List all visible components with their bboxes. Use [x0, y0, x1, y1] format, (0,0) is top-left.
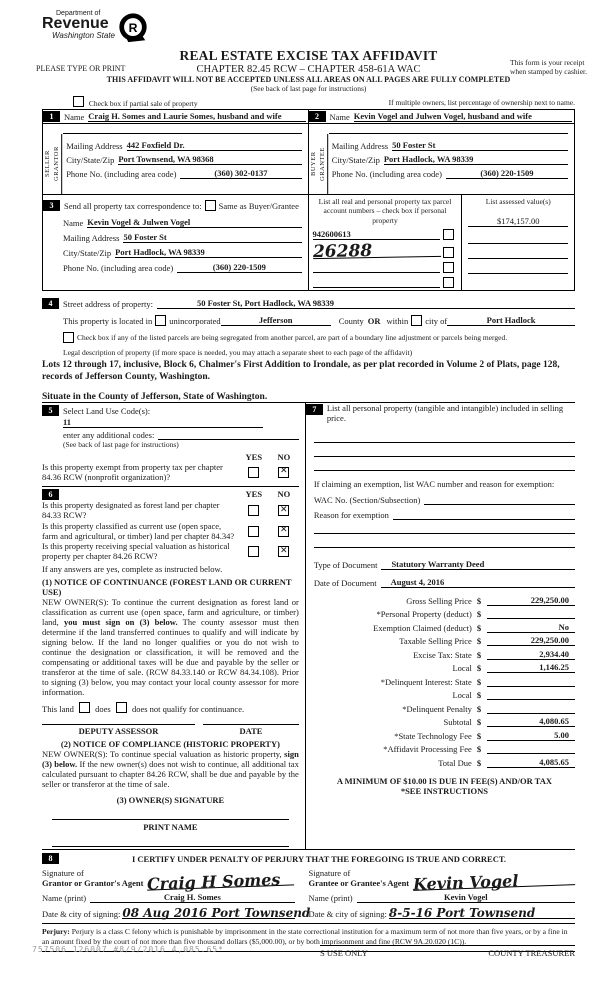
- parties-box: [42, 109, 575, 194]
- chapter-line: CHAPTER 82.45 RCW – CHAPTER 458-61A WAC: [196, 64, 421, 75]
- seller-mailing-label: Mailing Address: [66, 141, 123, 151]
- reason-label: Reason for exemption: [313, 510, 389, 521]
- yes-no-header-5: YES NO: [245, 451, 291, 462]
- additional-codes-label: enter any additional codes:: [63, 429, 155, 440]
- see-instructions-note: *SEE INSTRUCTIONS: [400, 785, 488, 796]
- corr-phone-field[interactable]: (360) 220-1509: [177, 262, 301, 273]
- wac-label: WAC No. (Section/Subsection): [313, 495, 421, 506]
- doc-type-label: Type of Document: [313, 560, 378, 571]
- right-column: [306, 403, 575, 849]
- forest-yes-checkbox[interactable]: [248, 505, 259, 516]
- section-4-number: 4: [42, 298, 59, 309]
- parcel-personal-checkbox-1[interactable]: [443, 229, 454, 240]
- money-row: Subtotal $ 4,080.65: [314, 714, 575, 728]
- parcel-field-1[interactable]: 942600613: [313, 229, 441, 240]
- situate-line: Situate in the County of Jefferson, State of Washington.: [42, 391, 268, 402]
- land-use-field[interactable]: 11: [63, 417, 263, 428]
- notice-continuance-body: NEW OWNER(S): To continue the current designation as forest land or classification as current use (open space, farm and agriculture, or timber) land, you must sign on (3) below. The county assessor must then determine if the land transferred continues to qualify and will indicate by signing below. If the land no longer qualifies or you do not wish to continue the designation or classification, it will be removed and the compensating or additional taxes will be due and payable by the seller or transferor at the time of sale. (RCW 84.33.140 or RCW 84.34.108). Prior to signing (3) below, you may contact your local county assessor for more information.: [42, 596, 299, 698]
- doc-date-field[interactable]: August 4, 2016: [381, 577, 575, 588]
- total-due-field[interactable]: 4,085.65: [487, 757, 575, 768]
- current-use-yes-checkbox[interactable]: [248, 526, 259, 537]
- county-field[interactable]: Jefferson: [221, 315, 331, 326]
- excise-tax-state-field[interactable]: 2,934.40: [487, 649, 575, 660]
- parcel-personal-checkbox-2[interactable]: [443, 247, 454, 258]
- or-word: OR: [367, 316, 381, 327]
- correspondence-section: [42, 194, 575, 291]
- print-name-label: PRINT NAME: [143, 822, 198, 833]
- same-as-buyer-checkbox[interactable]: [205, 200, 216, 211]
- seller-section: [43, 110, 309, 194]
- assessed-field-1[interactable]: $174,157.00: [468, 216, 568, 227]
- city-of-checkbox[interactable]: [411, 315, 422, 326]
- located-in-label: This property is located in: [63, 316, 153, 327]
- section-7-number: 7: [306, 404, 323, 415]
- section-2-number: 2: [309, 111, 326, 122]
- buyer-grantee-vertical-label: BUYER GRANTEE: [309, 134, 328, 194]
- grantor-date-city-label: Date & city of signing:: [42, 908, 121, 919]
- grantor-signature-field[interactable]: Craig H Somes: [147, 875, 294, 891]
- partial-sale-checkbox[interactable]: [73, 96, 84, 107]
- seller-city-field[interactable]: Port Townsend, WA 98368: [118, 154, 301, 165]
- historical-question: Is this property receiving special valuation as historical property per chapter 84.26 RCW?: [42, 541, 230, 562]
- wac-field[interactable]: [424, 504, 575, 505]
- perjury-note: Perjury: Perjury is a class C felony which is punishable by imprisonment in the state correctional institution for a maximum term of not more than five years, or by a fine in an amount fixed by the court of not more than five thousand dollars ($5,000.00), or by both imprisonment and fine (RCW 9A.20.020 (1C)).: [42, 924, 575, 952]
- please-type-or-print: PLEASE TYPE OR PRINT: [36, 64, 126, 73]
- money-row: *Personal Property (deduct) $: [314, 606, 575, 620]
- doc-type-field[interactable]: Statutory Warranty Deed: [381, 559, 575, 570]
- county-word: County: [338, 316, 364, 327]
- additional-codes-field[interactable]: [158, 439, 298, 440]
- corr-name-field[interactable]: Kevin Vogel & Julwen Vogel: [87, 217, 301, 228]
- parcel-field-3[interactable]: [313, 272, 441, 273]
- delinquent-interest-state-field[interactable]: [487, 686, 575, 687]
- cashier-stamp: 757506 126007 #8/9/2016 4,085.65*: [32, 945, 224, 954]
- section-8-number: 8: [42, 853, 59, 864]
- reason-field-2[interactable]: [314, 520, 575, 534]
- reason-field-3[interactable]: [314, 534, 575, 548]
- notice-continuance-title: (1) NOTICE OF CONTINUANCE (FOREST LAND OR CURRENT USE): [42, 576, 292, 597]
- buyer-mailing-field[interactable]: 50 Foster St: [392, 140, 568, 151]
- unincorporated-checkbox[interactable]: [155, 315, 166, 326]
- section-6-number: 6: [42, 489, 59, 500]
- grantor-name-print-label: Name (print): [42, 892, 87, 903]
- grantee-signature-block: [309, 866, 576, 919]
- forest-land-question: Is this property designated as forest land per chapter 84.33 RCW?: [42, 500, 220, 521]
- state-technology-fee-field[interactable]: 5.00: [487, 730, 575, 741]
- land-use-label: Select Land Use Code(s):: [63, 405, 151, 416]
- money-row: Exemption Claimed (deduct) $ No: [314, 619, 575, 633]
- this-land-row: This land does does not qualify for continuance.: [42, 704, 245, 715]
- assessed-values-column: [462, 195, 574, 290]
- revenue-logo-icon: [117, 12, 149, 44]
- partial-sale-group: [70, 96, 198, 108]
- parcel-numbers-column: [309, 195, 463, 290]
- if-yes-note: If any answers are yes, complete as instructed below.: [42, 563, 223, 574]
- parcel-personal-checkbox-3[interactable]: [443, 262, 454, 273]
- seller-grantor-vertical-label: SELLER GRANTOR: [43, 134, 62, 194]
- deputy-assessor-label: DEPUTY ASSESSOR: [42, 724, 195, 736]
- treasurer-block: [320, 945, 575, 958]
- gross-selling-price-field[interactable]: 229,250.00: [487, 595, 575, 606]
- doc-date-label: Date of Document: [313, 578, 377, 589]
- exempt-question: Is this property exempt from property tax per chapter 84.36 RCW (nonprofit organization)?: [42, 461, 223, 482]
- money-table: [314, 592, 575, 768]
- send-correspondence-label: Send all property tax correspondence to:: [64, 201, 202, 211]
- personal-property-field-3[interactable]: [314, 457, 575, 471]
- seller-name-field[interactable]: Craig H. Somes and Laurie Somes, husband and wife: [88, 111, 305, 122]
- multiple-owners-note: If multiple owners, list percentage of ownership next to name.: [388, 97, 575, 107]
- money-row: Total Due $ 4,085.65: [314, 754, 575, 768]
- seller-city-label: City/State/Zip: [66, 155, 115, 165]
- receipt-note: This form is your receipt when stamped by cashier.: [509, 58, 587, 76]
- grantor-signature-block: [42, 866, 309, 919]
- corr-city-label: City/State/Zip: [63, 248, 112, 258]
- historical-yes-checkbox[interactable]: [248, 546, 259, 557]
- see-back-note: (See back of last page for instructions): [250, 84, 367, 93]
- corr-city-field[interactable]: Port Hadlock, WA 98339: [115, 247, 301, 258]
- assessed-header: List assessed value(s): [485, 197, 551, 206]
- city-of-label: city of: [425, 316, 448, 327]
- forest-land-section: 6 YES NO Is this property designated as forest land per chapter 84.33 RCW? ✕ Is this property classified as current use (open space, farm and agricultural, or timber) land per chapter 84.34? ✕ Is this property receiving special valuation as historical property per chapter 84.26 RCW? ✕ If any answers are yes, complete as instructed below. (1) NOTICE OF CONTINUANCE (FOREST LAND OR CURRENT USE) NEW OWNER(S): To continue the current designation as forest land or classification as current use (open space, farm and agriculture, or timber) land, you must sign on (3) below. The county assessor must then determine if the land transferred continues to qualify and will indicate by signing below. If the land no longer qualifies or you do not wish to continue the designation or classification, it will be removed and the compensating or additional taxes will be due and payable by the seller or transferor at the time of sale. (RCW 84.33.140 or RCW 84.34.108). Prior to signing (3) below, you may contact your local county assessor for more information. This land does does not qualify for continuance. DEPUTY ASSESSOR DATE (2) NOTICE OF COMPLIANCE (HISTORIC PROPERTY) NEW OWNER(S): To continue special valuation as historic property, sign (3) below. If the new owner(s) does not wish to continue, all additional tax calculated pursuant to chapter 84.26 RCW, shall be due and payable by the seller or transferor at the time of sale. (3) OWNER(S) SIGNATURE PRINT NAME: [42, 489, 299, 847]
- section-5-number: 5: [42, 405, 59, 416]
- parcel-field-4[interactable]: [313, 287, 441, 288]
- personal-property-field-1[interactable]: [314, 429, 575, 443]
- notice-compliance-body: NEW OWNER(S): To continue special valuation as historic property, sign (3) below. If the new owner(s) does not wish to continue, all additional tax calculated pursuant to chapter 84.26 RCW, shall be due and payable by the seller or transferor at the time of sale.: [42, 749, 299, 790]
- use-only-label: S USE ONLY: [320, 948, 368, 958]
- exempt-no-checkbox[interactable]: [278, 467, 289, 478]
- assessed-field-4[interactable]: [468, 273, 568, 274]
- legal-description-value: Lots 12 through 17, inclusive, Block 6, Chalmer's First Addition to Irondale, as per plat recorded in Volume 2 of Plats, page 128, records of Jefferson County, Washington.: [42, 360, 560, 383]
- seller-phone-label: Phone No. (including area code): [66, 169, 177, 179]
- personal-property-field-2[interactable]: [314, 443, 575, 457]
- grantee-name-print-field[interactable]: Kevin Vogel: [357, 892, 575, 903]
- parcel-field-2[interactable]: 26288: [312, 244, 440, 259]
- forest-no-checkbox[interactable]: [278, 505, 289, 516]
- money-row: Local $: [314, 687, 575, 701]
- affidavit-processing-fee-field[interactable]: [487, 753, 575, 754]
- grantor-date-city-field[interactable]: 08 Aug 2016 Port Townsend: [122, 906, 311, 921]
- notice-compliance-title: (2) NOTICE OF COMPLIANCE (HISTORIC PROPERTY): [60, 739, 280, 750]
- left-column: [42, 403, 306, 849]
- taxable-selling-price-field[interactable]: 229,250.00: [487, 635, 575, 646]
- mid-columns: [42, 402, 575, 850]
- grantee-sig-label: Signature of Grantee or Grantee's Agent: [308, 867, 410, 888]
- same-as-buyer-label: Same as Buyer/Grantee: [218, 201, 299, 211]
- does-not-qualify-checkbox[interactable]: [116, 702, 127, 713]
- seller-percent-field[interactable]: [63, 124, 302, 134]
- certification-section: [42, 850, 575, 924]
- buyer-percent-field[interactable]: [329, 124, 569, 134]
- grantor-name-print-field[interactable]: Craig H. Somes: [90, 892, 294, 903]
- top-note-row: [70, 96, 575, 108]
- segregated-checkbox[interactable]: [63, 332, 74, 343]
- buyer-city-field[interactable]: Port Hadlock, WA 98339: [384, 154, 568, 165]
- parcel-personal-checkbox-4[interactable]: [443, 277, 454, 288]
- exemption-claimed-field[interactable]: No: [487, 622, 575, 633]
- grantee-name-print-label: Name (print): [308, 892, 353, 903]
- buyer-section: [309, 110, 575, 194]
- street-address-label: Street address of property:: [63, 299, 153, 310]
- delinquent-penalty-field[interactable]: [487, 713, 575, 714]
- segregated-label: Check box if any of the listed parcels are being segregated from another parcel, are part of a boundary line adjustment or parcels being merged.: [77, 332, 508, 342]
- assessed-field-2[interactable]: [468, 243, 568, 244]
- street-address-field[interactable]: 50 Foster St, Port Hadlock, WA 98339: [157, 298, 575, 309]
- grantee-date-city-field[interactable]: 8-5-16 Port Townsend: [389, 909, 575, 919]
- personal-property-label: List all personal property (tangible and intangible) included in selling price.: [326, 402, 564, 423]
- logo-revenue: Revenue: [42, 15, 109, 32]
- buyer-phone-field[interactable]: (360) 220-1509: [446, 168, 568, 179]
- svg-text:R: R: [128, 20, 138, 35]
- corr-name-label: Name: [63, 218, 84, 228]
- buyer-phone-label: Phone No. (including area code): [331, 169, 442, 179]
- date-label: DATE: [203, 724, 299, 736]
- current-use-no-checkbox[interactable]: [278, 526, 289, 537]
- seller-phone-field[interactable]: (360) 302-0137: [180, 168, 301, 179]
- current-use-question: Is this property classified as current use (open space, farm and agricultural, or timber) land per chapter 84.34?: [42, 520, 235, 541]
- money-row: *Affidavit Processing Fee $: [314, 741, 575, 755]
- corr-mailing-field[interactable]: 50 Foster St: [123, 232, 301, 243]
- owners-signature-label: (3) OWNER(S) SIGNATURE: [116, 795, 225, 806]
- certify-statement: I CERTIFY UNDER PENALTY OF PERJURY THAT THE FOREGOING IS TRUE AND CORRECT.: [131, 853, 506, 864]
- parcel-header: List all real and personal property tax parcel account numbers – check box if personal property: [318, 197, 452, 225]
- logo-washington-state: Washington State: [52, 31, 116, 40]
- excise-tax-local-field[interactable]: 1,146.25: [487, 662, 575, 673]
- buyer-name-field[interactable]: Kevin Vogel and Julwen Vogel, husband and wife: [354, 111, 572, 122]
- corr-phone-label: Phone No. (including area code): [63, 263, 174, 273]
- deputy-assessor-row: [42, 724, 299, 736]
- grantee-date-city-label: Date & city of signing:: [308, 908, 387, 919]
- grantee-signature-field[interactable]: Kevin Vogel: [413, 874, 575, 891]
- does-qualify-checkbox[interactable]: [79, 702, 90, 713]
- city-of-field[interactable]: Port Hadlock: [447, 315, 575, 326]
- exempt-yes-checkbox[interactable]: [248, 467, 259, 478]
- form-header: [36, 48, 587, 93]
- legal-description-label: Legal description of property (if more space is needed, you may attach a separate sheet to each page of the affidavit): [63, 348, 413, 358]
- within-word: within: [386, 316, 409, 327]
- form-title: REAL ESTATE EXCISE TAX AFFIDAVIT: [179, 48, 438, 63]
- county-treasurer-label: COUNTY TREASURER: [488, 948, 575, 958]
- exemption-note: If claiming an exemption, list WAC number and reason for exemption:: [313, 479, 555, 490]
- seller-mailing-field[interactable]: 442 Foxfield Dr.: [127, 140, 302, 151]
- money-row: Taxable Selling Price $ 229,250.00: [314, 633, 575, 647]
- exempt-question-row: [42, 463, 299, 483]
- buyer-city-label: City/State/Zip: [331, 155, 380, 165]
- money-row: *State Technology Fee $ 5.00: [314, 727, 575, 741]
- unincorporated-label: unincorporated: [169, 316, 221, 327]
- reason-field-1[interactable]: [393, 519, 575, 520]
- section-3-number: 3: [43, 200, 60, 211]
- land-use-section: [42, 404, 299, 488]
- money-row: *Delinquent Interest: State $: [314, 673, 575, 687]
- logo-department-of: Department of: [56, 10, 101, 17]
- see-back-instructions: (See back of last page for instructions): [63, 439, 179, 449]
- personal-property-deduct-field[interactable]: [487, 618, 575, 619]
- assessed-field-3[interactable]: [468, 258, 568, 259]
- buyer-name-label: Name: [329, 112, 350, 122]
- buyer-mailing-label: Mailing Address: [331, 141, 389, 151]
- property-address-section: [42, 291, 575, 402]
- seller-name-label: Name: [64, 112, 85, 122]
- minimum-fee-note: A MINIMUM OF $10.00 IS DUE IN FEE(S) AND/OR TAX: [336, 775, 552, 786]
- corr-mailing-label: Mailing Address: [63, 233, 120, 243]
- money-row: Gross Selling Price $ 229,250.00: [314, 592, 575, 606]
- historical-no-checkbox[interactable]: [278, 546, 289, 557]
- delinquent-interest-local-field[interactable]: [487, 699, 575, 700]
- grantor-sig-label: Signature of Grantor or Grantor's Agent: [42, 867, 144, 888]
- money-row: Local $ 1,146.25: [314, 660, 575, 674]
- money-row: Excise Tax: State $ 2,934.40: [314, 646, 575, 660]
- print-name-field[interactable]: [52, 834, 289, 847]
- warning-line: THIS AFFIDAVIT WILL NOT BE ACCEPTED UNLESS ALL AREAS ON ALL PAGES ARE FULLY COMPLETED: [106, 75, 511, 84]
- subtotal-field[interactable]: 4,080.65: [487, 716, 575, 727]
- partial-sale-label: Check box if partial sale of property: [88, 99, 198, 108]
- section-1-number: 1: [43, 111, 60, 122]
- owners-signature-field[interactable]: [52, 807, 289, 820]
- money-row: *Delinquent Penalty $: [314, 700, 575, 714]
